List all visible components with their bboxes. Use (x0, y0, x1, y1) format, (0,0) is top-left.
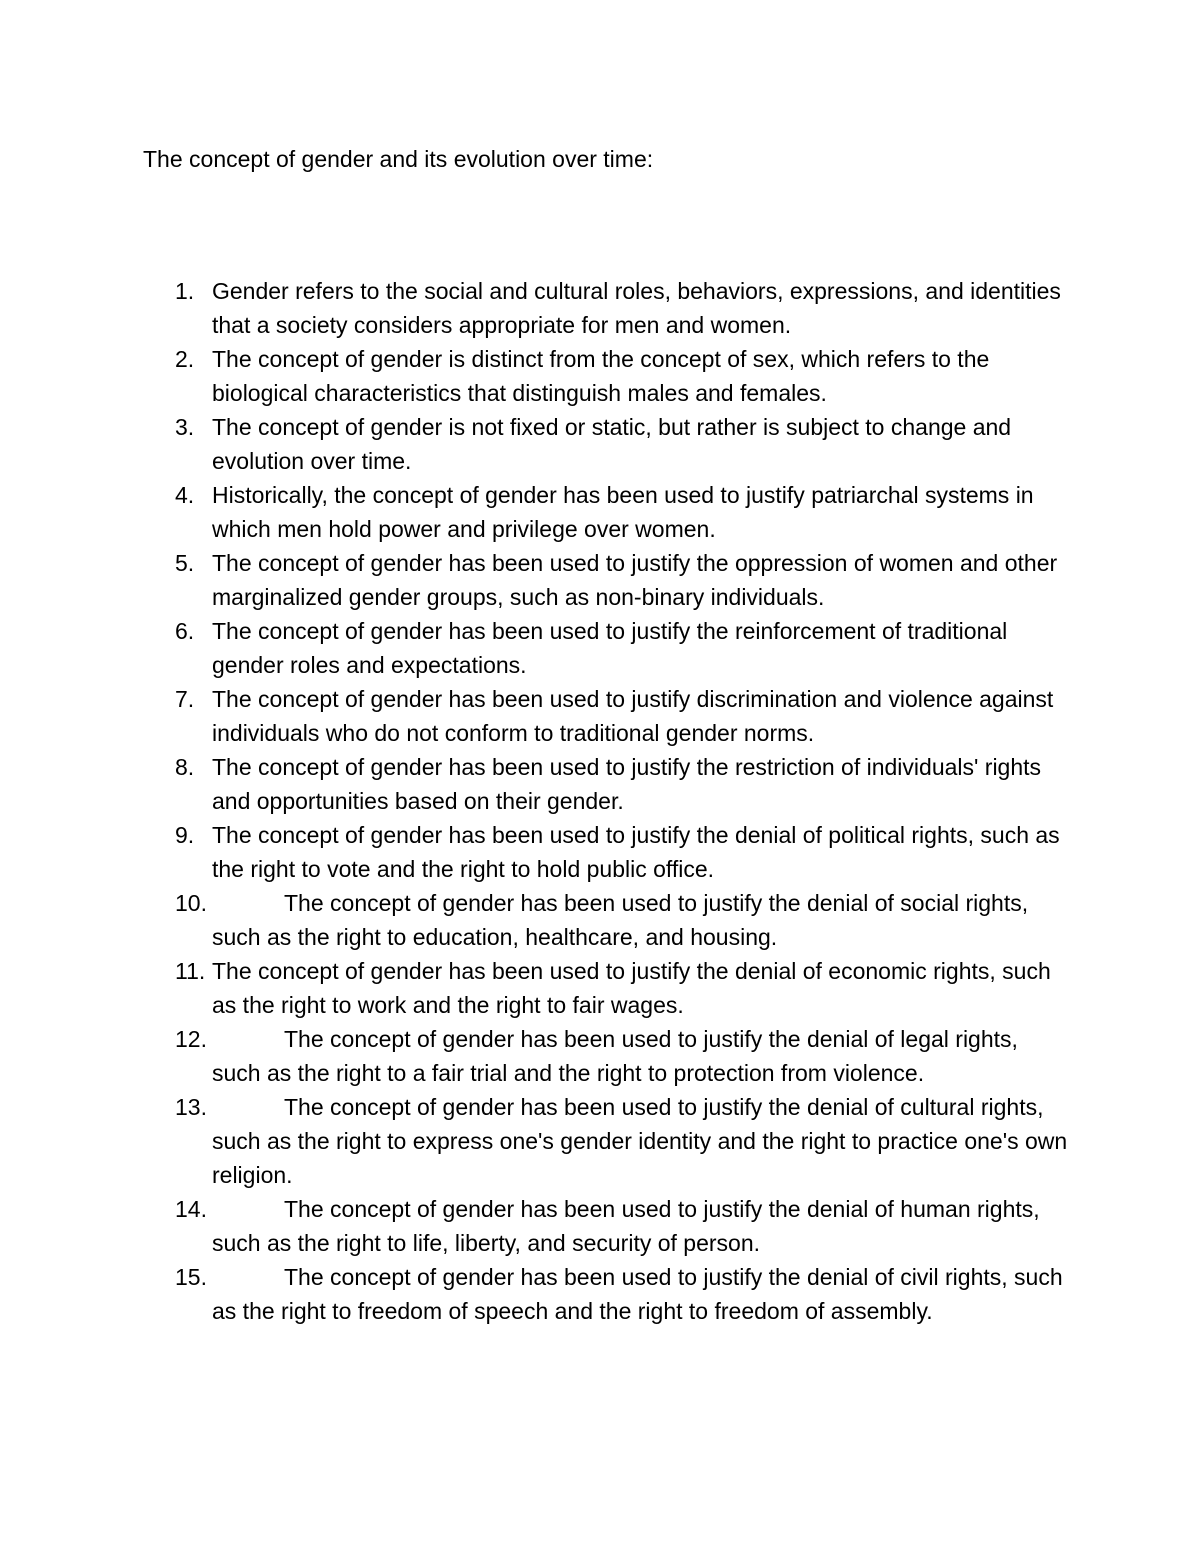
list-item (0, 478, 1072, 546)
numbered-list (0, 274, 1200, 1328)
list-number: 11. (175, 958, 206, 984)
list-number: 8. (175, 754, 195, 780)
list-item (0, 410, 1072, 478)
list-text: The concept of gender is distinct from the concept of sex, which refers to the biological characteristics that distinguish males and females. (212, 346, 990, 406)
list-text: The concept of gender has been used to justify discrimination and violence against individuals who do not conform to traditional gender norms. (212, 686, 1054, 746)
list-text: The concept of gender has been used to justify the denial of human rights, such as the right to life, liberty, and security of person. (212, 1196, 1040, 1256)
list-number: 10. (175, 890, 207, 916)
list-text: The concept of gender has been used to justify the denial of political rights, such as the right to vote and the right to hold public office. (212, 822, 1060, 882)
list-text: The concept of gender has been used to justify the oppression of women and other marginalized gender groups, such as non-binary individuals. (212, 550, 1058, 610)
list-item (0, 342, 1072, 410)
list-number: 13. (175, 1094, 207, 1120)
list-item (0, 546, 1072, 614)
list-number: 5. (175, 550, 195, 576)
list-number: 15. (175, 1264, 207, 1290)
list-number: 12. (175, 1026, 207, 1052)
list-text: The concept of gender has been used to justify the reinforcement of traditional gender roles and expectations. (212, 618, 1008, 678)
list-number: 1. (175, 278, 195, 304)
list-number: 7. (175, 686, 195, 712)
list-item (0, 954, 1072, 1022)
list-number: 4. (175, 482, 195, 508)
list-number: 6. (175, 618, 195, 644)
list-text: The concept of gender has been used to justify the denial of legal rights, such as the right to a fair trial and the right to protection from violence. (212, 1026, 1018, 1086)
list-number: 14. (175, 1196, 207, 1222)
list-item (0, 1022, 1072, 1090)
list-text: Historically, the concept of gender has been used to justify patriarchal systems in which men hold power and privilege over women. (212, 482, 1034, 542)
list-text: The concept of gender has been used to justify the denial of civil rights, such as the right to freedom of speech and the right to freedom of assembly. (212, 1264, 1063, 1324)
list-item (0, 886, 1072, 954)
list-text: Gender refers to the social and cultural roles, behaviors, expressions, and identities that a society considers appropriate for men and women. (212, 278, 1061, 338)
list-number: 9. (175, 822, 195, 848)
list-item (0, 818, 1072, 886)
list-item (0, 1260, 1072, 1328)
list-item (0, 682, 1072, 750)
list-number: 2. (175, 346, 195, 372)
list-text: The concept of gender is not fixed or static, but rather is subject to change and evolution over time. (212, 414, 1012, 474)
list-number: 3. (175, 414, 195, 440)
list-item (0, 1192, 1072, 1260)
list-item (0, 274, 1072, 342)
list-item (0, 750, 1072, 818)
list-text: The concept of gender has been used to justify the denial of social rights, such as the right to education, healthcare, and housing. (212, 890, 1029, 950)
list-item (0, 1090, 1072, 1192)
list-text: The concept of gender has been used to justify the denial of cultural rights, such as the right to express one's gender identity and the right to practice one's own religion. (212, 1094, 1068, 1188)
list-text: The concept of gender has been used to justify the denial of economic rights, such as the right to work and the right to fair wages. (212, 958, 1051, 1018)
list-text: The concept of gender has been used to justify the restriction of individuals' rights and opportunities based on their gender. (212, 754, 1042, 814)
document-title: The concept of gender and its evolution over time: (143, 146, 654, 172)
list-item (0, 614, 1072, 682)
